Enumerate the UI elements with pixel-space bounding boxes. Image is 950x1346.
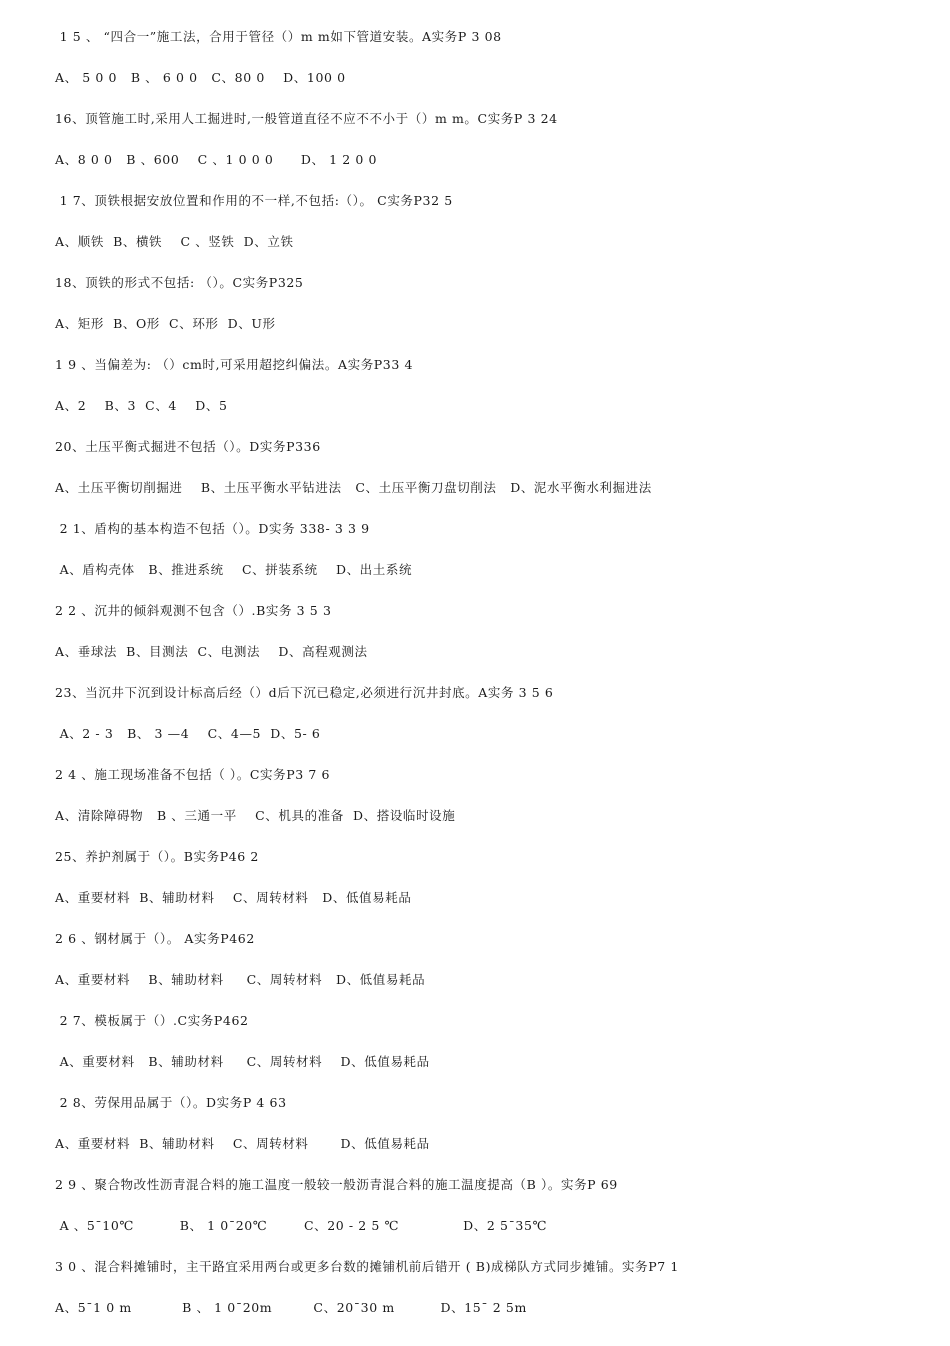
question-21: 2 1、盾构的基本构造不包括（）。D实务 338- 3 3 9 [55, 521, 370, 536]
question-15: 1 5 、 “四合一”施工法，合用于管径（）m m如下管道安装。A实务P 3 08 [55, 29, 502, 44]
question-24: 2 4 、施工现场准备不包括（ ）。C实务P3 7 6 [55, 767, 331, 782]
question-30: 3 0 、混合料摊铺时，主干路宜采用两台或更多台数的摊铺机前后错开 ( B)成梯队方式同步摊铺。实务P7 1 [55, 1259, 679, 1274]
options-16: A、8 0 0 B 、600 C 、1 0 0 0 D、 1 2 0 0 [55, 152, 378, 167]
options-24: A、清除障碍物 B 、三通一平 C、机具的准备 D、搭设临时设施 [55, 808, 456, 823]
question-18: 18、顶铁的形式不包括: （）。C实务P325 [55, 275, 304, 290]
options-30: A、5¯1 0 m B 、 1 0¯20m C、20¯30 m D、15¯ 2 5m [55, 1300, 527, 1315]
options-18: A、矩形 B、O形 C、环形 D、U形 [55, 316, 276, 331]
options-17: A、顺铁 B、横铁 C 、竖铁 D、立铁 [55, 234, 294, 249]
options-15: A、 5 0 0 B 、 6 0 0 C、80 0 D、100 0 [55, 70, 346, 85]
options-26: A、重要材料 B、辅助材料 C、周转材料 D、低值易耗品 [55, 972, 426, 987]
question-20: 20、土压平衡式掘进不包括（）。D实务P336 [55, 439, 321, 454]
question-17: 1 7、顶铁根据安放位置和作用的不一样,不包括:（）。 C实务P32 5 [55, 193, 453, 208]
question-26: 2 6 、钢材属于（）。 A实务P462 [55, 931, 255, 946]
question-16: 16、顶管施工时,采用人工掘进时,一般管道直径不应不不小于（）m m。C实务P 3 24 [55, 111, 558, 126]
question-22: 2 2 、沉井的倾斜观测不包含（）.B实务 3 5 3 [55, 603, 332, 618]
options-25: A、重要材料 B、辅助材料 C、周转材料 D、低值易耗品 [55, 890, 412, 905]
question-29: 2 9 、聚合物改性沥青混合料的施工温度一般较一般沥青混合料的施工温度提高（B ）。实务P 69 [55, 1177, 618, 1192]
options-20: A、土压平衡切削掘进 B、土压平衡水平钻进法 C、土压平衡刀盘切削法 D、泥水平衡水利掘进法 [55, 480, 652, 495]
question-28: 2 8、劳保用品属于（）。D实务P 4 63 [55, 1095, 287, 1110]
options-23: A、2 - 3 B、 3 —4 C、4—5 D、5- 6 [55, 726, 321, 741]
options-19: A、2 B、3 C、4 D、5 [55, 398, 228, 413]
question-19: 1 9 、当偏差为: （）cm时,可采用超挖纠偏法。A实务P33 4 [55, 357, 414, 372]
options-29: A 、5¯10℃ B、 1 0¯20℃ C、20 - 2 5 ℃ D、2 5¯35℃ [55, 1218, 548, 1233]
options-22: A、垂球法 B、目测法 C、电测法 D、高程观测法 [55, 644, 368, 659]
question-25: 25、养护剂属于（）。B实务P46 2 [55, 849, 259, 864]
options-21: A、盾构壳体 B、推进系统 C、拼装系统 D、出土系统 [55, 562, 413, 577]
options-27: A、重要材料 B、辅助材料 C、周转材料 D、低值易耗品 [55, 1054, 430, 1069]
options-28: A、重要材料 B、辅助材料 C、周转材料 D、低值易耗品 [55, 1136, 430, 1151]
question-23: 23、当沉井下沉到设计标高后经（）d后下沉已稳定,必须进行沉井封底。A实务 3 5 6 [55, 685, 554, 700]
question-27: 2 7、模板属于（）.C实务P462 [55, 1013, 249, 1028]
